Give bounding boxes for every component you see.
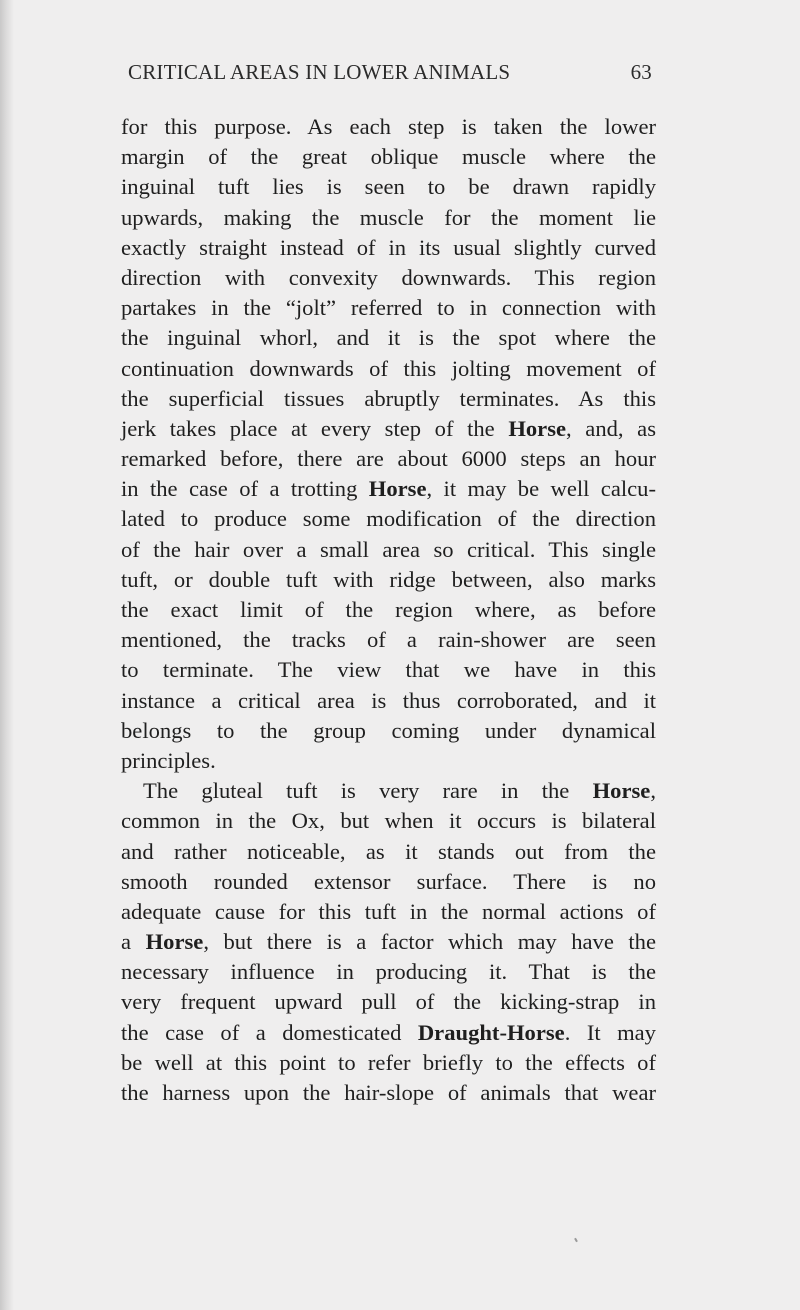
bold-term-horse: Horse <box>145 929 204 955</box>
bold-term-horse: Horse <box>592 778 651 804</box>
bold-term-horse: Horse <box>368 476 427 502</box>
text-line: the case of a domesticated Draught-Horse. It may <box>121 1019 656 1045</box>
text-line: to terminate. The view that we have in this <box>121 657 656 683</box>
text-line: direction with convexity downwards. This region <box>121 264 656 290</box>
text-line: lated to produce some modification of the direction <box>121 506 656 532</box>
text-line: jerk takes place at every step of the Horse, and, as <box>121 415 656 441</box>
text-line: the superficial tissues abruptly terminates. As this <box>121 385 656 411</box>
text-line: necessary influence in producing it. That is the <box>121 959 656 985</box>
text-line: and rather noticeable, as it stands out from the <box>121 838 656 864</box>
text-line: be well at this point to refer briefly to the effects of <box>121 1049 656 1075</box>
text-line: of the hair over a small area so critical. This single <box>121 536 656 562</box>
stray-print-mark <box>574 1238 578 1242</box>
text-line: continuation downwards of this jolting movement of <box>121 355 656 381</box>
text-line: the exact limit of the region where, as before <box>121 597 656 622</box>
text-line: The gluteal tuft is very rare in the Horse, <box>143 778 656 804</box>
text-line: very frequent upward pull of the kicking-strap in <box>121 989 656 1015</box>
text-line: tuft, or double tuft with ridge between, also marks <box>121 566 656 592</box>
text-line: the inguinal whorl, and it is the spot where the <box>121 325 656 351</box>
text-line: principles. <box>121 747 216 773</box>
body-text <box>121 112 656 1108</box>
text-line: exactly straight instead of in its usual slightly curved <box>121 234 656 260</box>
text-line: instance a critical area is thus corroborated, and it <box>121 687 656 713</box>
text-line: common in the Ox, but when it occurs is bilateral <box>121 808 656 834</box>
text-line: adequate cause for this tuft in the normal actions of <box>121 898 656 924</box>
text-line: remarked before, there are about 6000 steps an hour <box>121 446 656 472</box>
bold-term-horse: Horse <box>508 415 567 441</box>
text-line: for this purpose. As each step is taken the lower <box>121 114 656 139</box>
text-line: inguinal tuft lies is seen to be drawn rapidly <box>121 174 656 200</box>
running-header <box>128 60 652 94</box>
text-line: belongs to the group coming under dynamical <box>121 717 656 743</box>
bold-term-draught-horse: Draught-Horse <box>417 1019 565 1045</box>
running-header-title: CRITICAL AREAS IN LOWER ANIMALS <box>128 60 511 84</box>
text-line: in the case of a trotting Horse, it may be well calcu- <box>121 476 656 502</box>
text-line: upwards, making the muscle for the moment lie <box>121 204 656 230</box>
text-line: a Horse, but there is a factor which may have the <box>121 929 656 955</box>
text-line: margin of the great oblique muscle where the <box>121 144 656 170</box>
text-line: smooth rounded extensor surface. There is no <box>121 868 656 894</box>
text-line: partakes in the “jolt” referred to in connection with <box>121 295 656 321</box>
text-line: mentioned, the tracks of a rain-shower are seen <box>121 627 656 653</box>
text-line: the harness upon the hair-slope of animals that wear <box>121 1080 656 1105</box>
page-number: 63 <box>630 60 652 84</box>
